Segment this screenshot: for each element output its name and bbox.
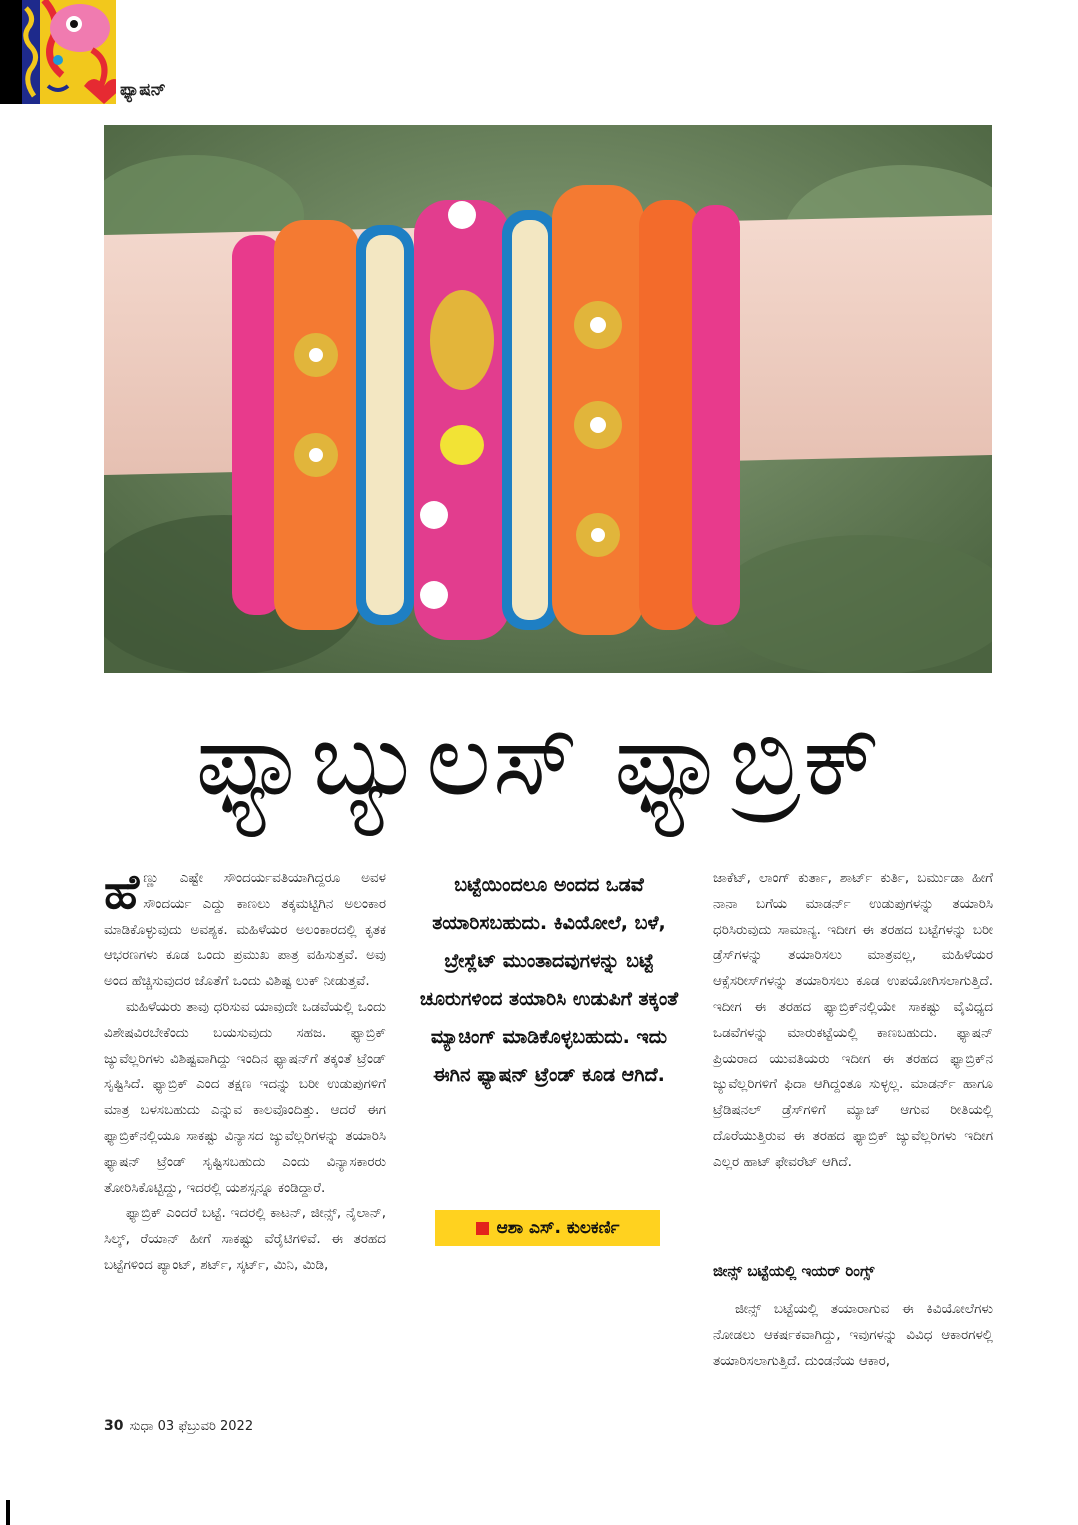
page-number: 30 bbox=[104, 1418, 124, 1434]
paragraph-1: ಣ್ಣು ಎಷ್ಟೇ ಸೌಂದರ್ಯವತಿಯಾಗಿದ್ದರೂ ಅವಳ ಸೌಂದರ್ಯ ಎದ್ದು ಕಾಣಲು ತಕ್ಕಮಟ್ಟಿಗಿನ ಅಲಂಕಾರ ಮಾಡಿಕೊಳ್ಳುವುದು ಅವಶ್ಯಕ. ಮಹಿಳೆಯರ ಅಲಂಕಾರದಲ್ಲಿ ಕೃತಕ ಆಭರಣಗಳು ಕೂಡ ಒಂದು ಪ್ರಮುಖ ಪಾತ್ರ ವಹಿಸುತ್ತವೆ. ಅವು ಅಂದ ಹೆಚ್ಚಿಸುವುದರ ಜೊತೆಗೆ ಒಂದು ವಿಶಿಷ್ಟ ಲುಕ್ ನೀಡುತ್ತವೆ. bbox=[104, 870, 386, 990]
page-footer bbox=[104, 1418, 253, 1434]
publication-info: ಸುಧಾ 03 ಫೆಬ್ರುವರಿ 2022 bbox=[129, 1419, 254, 1434]
section-logo-icon bbox=[22, 0, 116, 104]
paragraph-5: ಜೀನ್ಸ್ ಬಟ್ಟೆಯಲ್ಲಿ ತಯಾರಾಗುವ ಈ ಕಿವಿಯೋಲೆಗಳು ನೋಡಲು ಆಕರ್ಷಕವಾಗಿದ್ದು, ಇವುಗಳನ್ನು ವಿವಿಧ ಆಕಾರಗಳಲ್ಲಿ ತಯಾರಿಸಲಾಗುತ್ತಿದೆ. ದುಂಡನೆಯ ಆಕಾರ, bbox=[713, 1301, 993, 1369]
section-label: ಫ್ಯಾಷನ್ bbox=[120, 80, 166, 100]
paragraph-4: ಜಾಕೆಟ್, ಲಾಂಗ್ ಕುರ್ತಾ, ಶಾರ್ಟ್ ಕುರ್ತಿ, ಬರ್ಮುಡಾ ಹೀಗೆ ನಾನಾ ಬಗೆಯ ಮಾಡರ್ನ್ ಉಡುಪುಗಳನ್ನು ತಯಾರಿಸಿ ಧರಿಸಿರುವುದು ಸಾಮಾನ್ಯ. ಇದೀಗ ಈ ತರಹದ ಬಟ್ಟೆಗಳನ್ನು ಬರೀ ಡ್ರೆಸ್‌ಗಳನ್ನು ತಯಾರಿಸಲು ಮಾತ್ರವಲ್ಲ, ಮಹಿಳೆಯರ ಆಕ್ಸೆಸರೀಸ್‌ಗಳನ್ನು ತಯಾರಿಸಲು ಕೂಡ ಉಪಯೋಗಿಸಲಾಗುತ್ತಿದೆ. ಇದೀಗ ಈ ತರಹದ ಫ್ಯಾಬ್ರಿಕ್‌ನಲ್ಲಿಯೇ ಸಾಕಷ್ಟು ವೈವಿಧ್ಯದ ಒಡವೆಗಳನ್ನು ಮಾರುಕಟ್ಟೆಯಲ್ಲಿ ಕಾಣಬಹುದು. ಫ್ಯಾಷನ್ ಪ್ರಿಯರಾದ ಯುವತಿಯರು ಇದೀಗ ಈ ತರಹದ ಫ್ಯಾಬ್ರಿಕ್‌ನ ಜ್ಯುವೆಲ್ಲರಿಗಳಿಗೆ ಫಿದಾ ಆಗಿದ್ದಂತೂ ಸುಳ್ಳಲ್ಲ. ಮಾಡರ್ನ್ ಹಾಗೂ ಟ್ರೆಡಿಷನಲ್ ಡ್ರೆಸ್‌ಗಳಿಗೆ ಮ್ಯಾಚ್ ಆಗುವ ರೀತಿಯಲ್ಲಿ ದೊರೆಯುತ್ತಿರುವ ಈ ತರಹದ ಫ್ಯಾಬ್ರಿಕ್ ಜ್ಯುವೆಲ್ಲರಿಗಳು ಇದೀಗ ಎಲ್ಲರ ಹಾಟ್ ಫೇವರೆಟ್ ಆಗಿದೆ. bbox=[713, 870, 993, 1170]
author-byline bbox=[435, 1210, 660, 1246]
author-name: ಆಶಾ ಎಸ್. ಕುಲಕರ್ಣಿ bbox=[496, 1218, 620, 1238]
hero-photo-bangles bbox=[104, 125, 992, 673]
paragraph-3: ಫ್ಯಾಬ್ರಿಕ್ ಎಂದರೆ ಬಟ್ಟೆ. ಇದರಲ್ಲಿ ಕಾಟನ್, ಜೀನ್ಸ್, ನೈಲಾನ್, ಸಿಲ್ಕ್, ರೆಯಾನ್ ಹೀಗೆ ಸಾಕಷ್ಟು ವೆರೈಟಿಗಳಿವೆ. ಈ ತರಹದ ಬಟ್ಟೆಗಳಿಂದ ಪ್ಯಾಂಟ್, ಶರ್ಟ್, ಸ್ಕರ್ಟ್, ಮಿನಿ, ಮಿಡಿ, bbox=[104, 1205, 386, 1273]
article-column-right bbox=[713, 866, 993, 1176]
pull-quote: ಬಟ್ಟೆಯಿಂದಲೂ ಅಂದದ ಒಡವೆ ತಯಾರಿಸಬಹುದು. ಕಿವಿಯೋಲೆ, ಬಳೆ, ಬ್ರೇಸ್ಲೆಟ್ ಮುಂತಾದವುಗಳನ್ನು ಬಟ್ಟೆ ಚೂರುಗಳಿಂದ ತಯಾರಿಸಿ ಉಡುಪಿಗೆ ತಕ್ಕಂತೆ ಮ್ಯಾಚಿಂಗ್ ಮಾಡಿಕೊಳ್ಳಬಹುದು. ಇದು ಈಗಿನ ಫ್ಯಾಷನ್ ಟ್ರೆಂಡ್ ಕೂಡ ಆಗಿದೆ. bbox=[419, 874, 679, 1086]
paragraph-2: ಮಹಿಳೆಯರು ತಾವು ಧರಿಸುವ ಯಾವುದೇ ಒಡವೆಯಲ್ಲಿ ಒಂದು ವಿಶೇಷವಿರಬೇಕೆಂದು ಬಯಸುವುದು ಸಹಜ. ಫ್ಯಾಬ್ರಿಕ್ ಜ್ಯುವೆಲ್ಲರಿಗಳು ವಿಶಿಷ್ಟವಾಗಿದ್ದು ಇಂದಿನ ಫ್ಯಾಷನ್‌ಗೆ ತಕ್ಕಂತೆ ಟ್ರೆಂಡ್ ಸೃಷ್ಟಿಸಿದೆ. ಫ್ಯಾಬ್ರಿಕ್ ಎಂದ ತಕ್ಷಣ ಇದನ್ನು ಬರೀ ಉಡುಪುಗಳಿಗೆ ಮಾತ್ರ ಬಳಸಬಹುದು ಎನ್ನುವ ಕಾಲವೊಂದಿತ್ತು. ಆದರೆ ಈಗ ಫ್ಯಾಬ್ರಿಕ್‌ನಲ್ಲಿಯೂ ಸಾಕಷ್ಟು ವಿನ್ಯಾಸದ ಜ್ಯುವೆಲ್ಲರಿಗಳನ್ನು ತಯಾರಿಸಿ ಫ್ಯಾಷನ್ ಟ್ರೆಂಡ್ ಸೃಷ್ಟಿಸಬಹುದು ಎಂದು ವಿನ್ಯಾಸಕಾರರು ತೋರಿಸಿಕೊಟ್ಟಿದ್ದು, ಇದರಲ್ಲಿ ಯಶಸ್ಸನ್ನೂ ಕಂಡಿದ್ದಾರೆ. bbox=[104, 998, 386, 1196]
drop-cap: ಹೆ bbox=[104, 864, 140, 920]
byline-square-icon bbox=[476, 1222, 489, 1235]
crop-mark bbox=[6, 1500, 10, 1525]
article-column-right-continued bbox=[713, 1297, 993, 1374]
subheading: ಜೀನ್ಸ್ ಬಟ್ಟೆಯಲ್ಲಿ ಇಯರ್ ರಿಂಗ್ಸ್ bbox=[713, 1262, 875, 1280]
article-column-left bbox=[104, 866, 386, 1279]
article-title: ಫ್ಯಾಬ್ಯುಲಸ್ ಫ್ಯಾಬ್ರಿಕ್ bbox=[195, 701, 883, 818]
